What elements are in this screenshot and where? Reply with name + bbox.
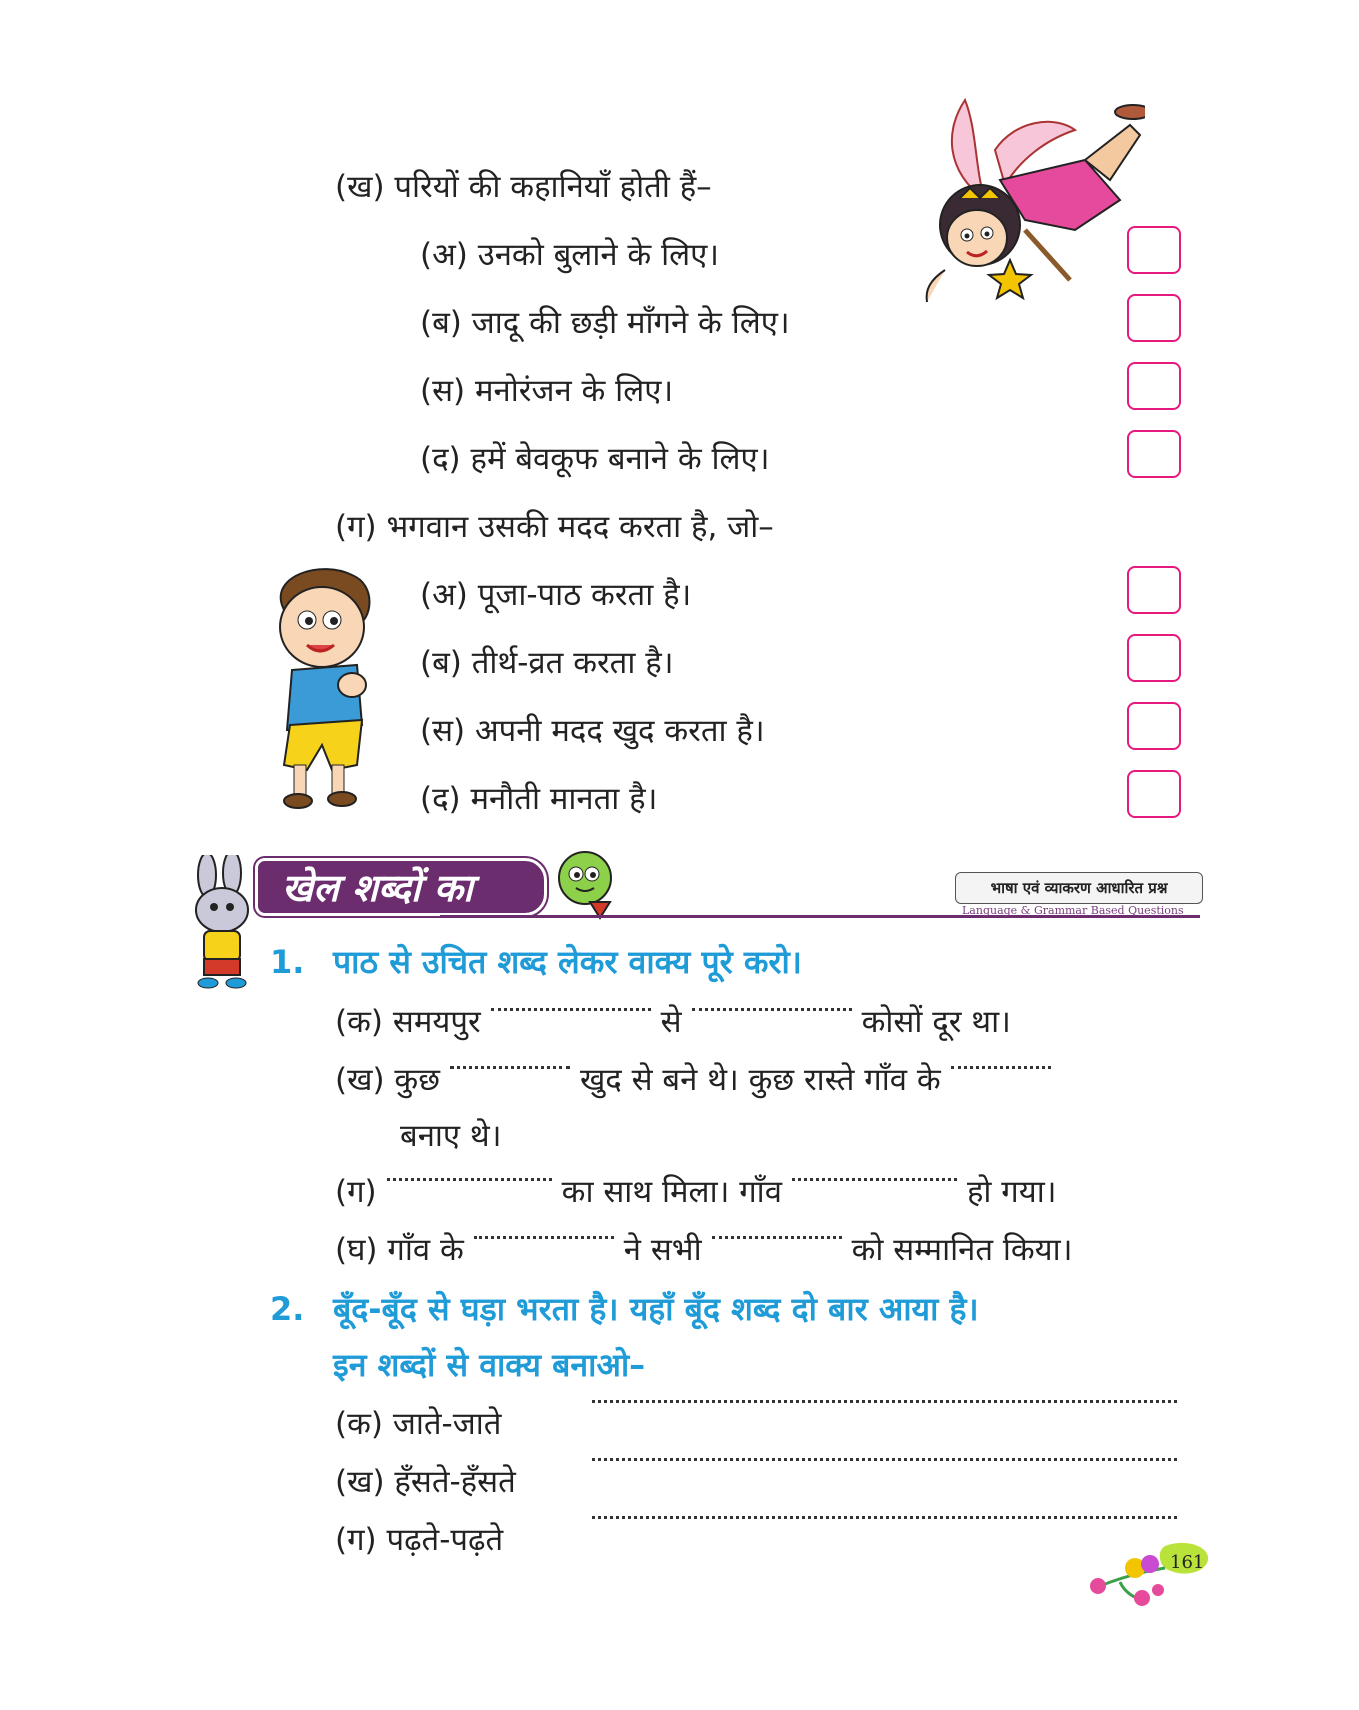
answer-box[interactable] (1127, 430, 1181, 478)
blank[interactable] (692, 1008, 852, 1011)
answer-box[interactable] (1127, 634, 1181, 682)
section-tag-hindi: भाषा एवं व्याकरण आधारित प्रश्न (955, 872, 1203, 904)
answer-box[interactable] (1127, 226, 1181, 274)
section-banner: खेल शब्दों का (255, 858, 547, 916)
question-kha: (ख) परियों की कहानियाँ होती हैं– (335, 169, 712, 205)
option-kha-d: (द) हमें बेवकूफ बनाने के लिए। (420, 441, 770, 477)
q1-gha: (घ) गाँव के ने सभी को सम्मानित किया। (335, 1232, 1073, 1268)
answer-box[interactable] (1127, 702, 1181, 750)
blank[interactable] (474, 1236, 614, 1239)
answer-box[interactable] (1127, 566, 1181, 614)
q1-text: पाठ से उचित शब्द लेकर वाक्य पूरे करो। (333, 943, 802, 981)
option-kha-b: (ब) जादू की छड़ी माँगने के लिए। (420, 305, 790, 341)
option-ga-d: (द) मनौती मानता है। (420, 781, 658, 817)
question-ga: (ग) भगवान उसकी मदद करता है, जो– (335, 509, 774, 545)
answer-line[interactable] (592, 1516, 1177, 1519)
option-ga-c: (स) अपनी मदद खुद करता है। (420, 713, 765, 749)
answer-line[interactable] (592, 1400, 1177, 1403)
option-ga-b: (ब) तीर्थ-व्रत करता है। (420, 645, 674, 681)
q1-kha-cont: बनाए थे। (400, 1118, 502, 1154)
option-ga-a: (अ) पूजा-पाठ करता है। (420, 577, 692, 613)
q2-item-kha: (ख) हँसते-हँसते (335, 1464, 516, 1500)
q1-ka: (क) समयपुर से कोसों दूर था। (335, 1004, 1011, 1040)
q2-line1: बूँद-बूँद से घड़ा भरता है। यहाँ बूँद शब्द दो बार आया है। (333, 1290, 979, 1328)
q1-kha: (ख) कुछ खुद से बने थे। कुछ रास्ते गाँव के (335, 1058, 1061, 1100)
option-kha-c: (स) मनोरंजन के लिए। (420, 373, 674, 409)
answer-box[interactable] (1127, 770, 1181, 818)
boy-illustration (262, 565, 412, 815)
blank[interactable] (792, 1178, 957, 1181)
blank[interactable] (387, 1178, 552, 1181)
option-kha-a: (अ) उनको बुलाने के लिए। (420, 237, 720, 273)
answer-box[interactable] (1127, 294, 1181, 342)
q1-ga: (ग) का साथ मिला। गाँव हो गया। (335, 1174, 1057, 1210)
flower-decoration (1080, 1538, 1220, 1608)
blank[interactable] (951, 1066, 1051, 1069)
pencil-mascot-icon (552, 848, 622, 920)
q2-line2: इन शब्दों से वाक्य बनाओ– (333, 1346, 646, 1384)
blank[interactable] (491, 1008, 651, 1011)
q2-item-ga: (ग) पढ़ते-पढ़ते (335, 1522, 504, 1558)
answer-line[interactable] (592, 1458, 1177, 1461)
q2-item-ka: (क) जाते-जाते (335, 1406, 502, 1442)
section-tag-english: Language & Grammar Based Questions (962, 904, 1184, 917)
answer-box[interactable] (1127, 362, 1181, 410)
q1-number: 1. (270, 943, 305, 981)
blank[interactable] (450, 1066, 570, 1069)
blank[interactable] (712, 1236, 842, 1239)
q2-number: 2. (270, 1290, 305, 1328)
fairy-illustration (905, 90, 1145, 320)
page-number: 161 (1170, 1552, 1205, 1573)
